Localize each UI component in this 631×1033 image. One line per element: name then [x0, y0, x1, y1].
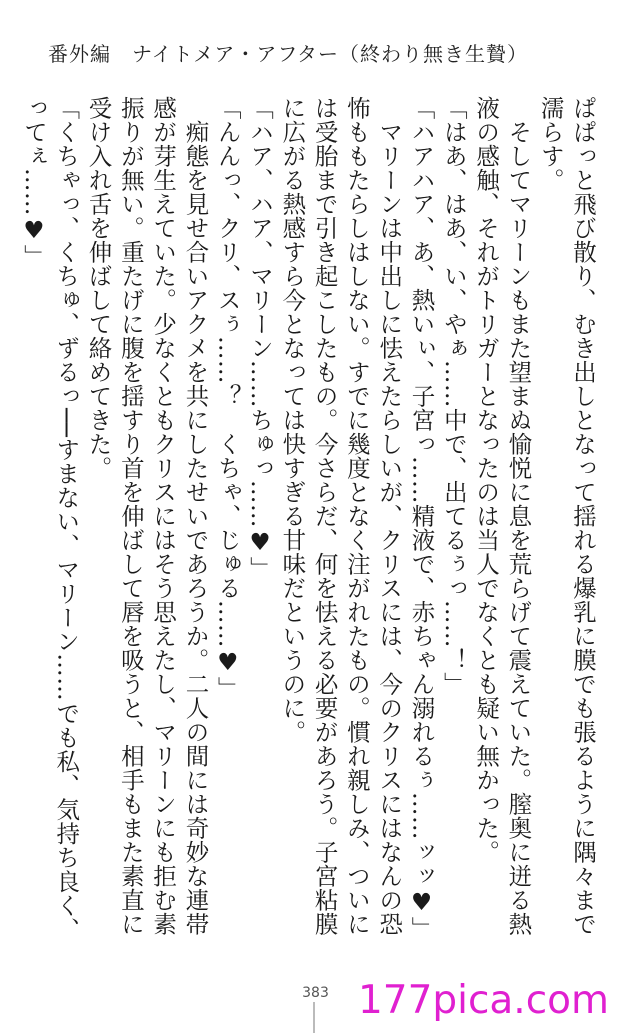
watermark-text: 177pica.com [357, 978, 609, 1023]
paragraph: 痴態を見せ合いアクメを共にしたせいであろうか。二人の間には奇妙な連帯感が芽生えていた。少なくともクリスにはそう思えたし、マリーンにも拒む素振りが無い。重たげに腹を揺すり首を伸ばして唇を吸うと、相手もまた素直に受け入れ舌を伸ばして絡めてきた。 [84, 96, 210, 936]
page-number: 383 [302, 985, 329, 1001]
dialogue-line: 「はあ、はあ、い、やぁ……中で、出てるぅっ……！」 [439, 96, 468, 696]
dialogue-line: 「ハアハア、あ、熱いぃ、子宮っ……精液で、赤ちゃん溺れるぅ……ッッ♥」 [407, 96, 436, 941]
paragraph: ぱぱっと飛び散り、むき出しとなって揺れる爆乳に膜でも張るように隅々まで濡らす。 [536, 96, 597, 936]
paragraph: そしてマリーンもまた望まぬ愉悦に息を荒らげて震えていた。膣奥に迸る熱液の感触、それがトリガーとなったのは当人でなくとも疑い無かった。 [472, 96, 533, 936]
dialogue-line: 「んんっ、クリ、スぅ……？ くちゃ、じゅる……♥」 [213, 96, 242, 701]
vertical-body-text [19, 96, 599, 956]
running-header: 番外編 ナイトメア・アフター（終わり無き生贄） [48, 42, 528, 66]
paragraph: マリーンは中出しに怯えたらしいが、クリスには、今のクリスにはなんの恐怖ももたらしはしない。すでに幾度となく注がれたもの。慣れ親しみ、ついには受胎まで引き起こしたもの。今さらだ、何を怯える必要があろう。子宮粘膜に広がる熱感すら今となっては快すぎる甘味だというのに。 [278, 96, 404, 936]
page-divider [313, 1002, 315, 1033]
dialogue-line: 「くちゃっ、くちゅ、ずるっ──すまない、マリーン……でも私、気持ち良く、ってぇ……♥」 [19, 96, 81, 942]
dialogue-line: 「ハア、ハア、マリーン……ちゅっ……♥」 [246, 96, 275, 581]
